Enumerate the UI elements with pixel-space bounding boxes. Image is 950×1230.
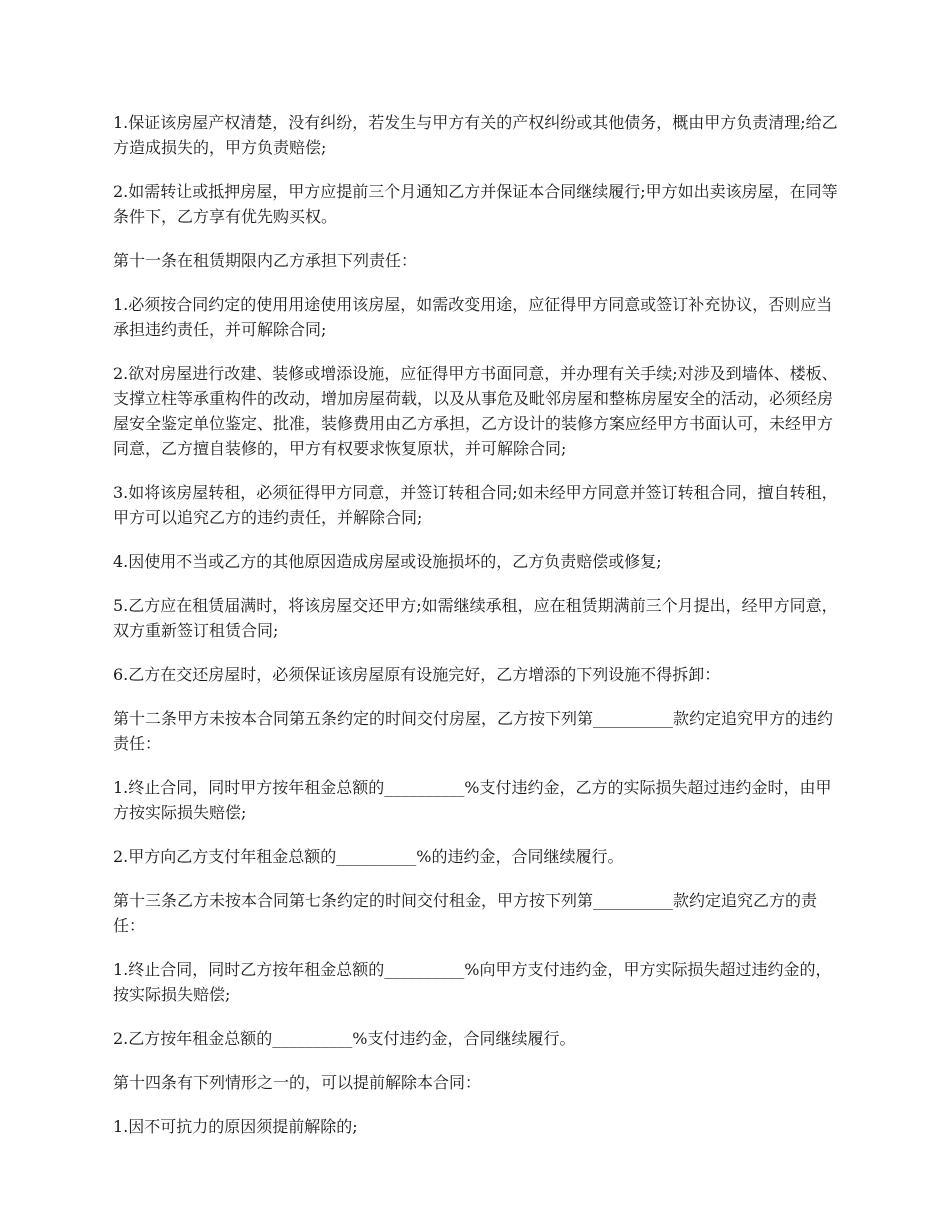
article-14-heading: 第十四条有下列情形之一的，可以提前解除本合同： bbox=[113, 1073, 482, 1092]
paragraph-tenant-duty-3: 3.如将该房屋转租，必须征得甲方同意，并签订转租合同;如未经甲方同意并签订转租合同，擅自转租，甲方可以追究乙方的违约责任，并解除合同; bbox=[113, 483, 838, 527]
paragraph-landlord-duty-2: 2.如需转让或抵押房屋，甲方应提前三个月通知乙方并保证本合同继续履行;甲方如出卖该房屋，在同等条件下，乙方享有优先购买权。 bbox=[113, 182, 838, 226]
paragraph-tenant-duty-4: 4.因使用不当或乙方的其他原因造成房屋或设施损坏的，乙方负责赔偿或修复; bbox=[113, 552, 662, 571]
article-13-heading: 第十三条乙方未按本合同第七条约定的时间交付租金，甲方按下列第__________款约定追究乙方的责任： bbox=[113, 891, 818, 935]
paragraph-article-14-case-1: 1.因不可抗力的原因须提前解除的; bbox=[113, 1117, 358, 1136]
paragraph-tenant-duty-2: 2.欲对房屋进行改建、装修或增添设施，应征得甲方书面同意，并办理有关手续;对涉及到墙体、楼板、支撑立柱等承重构件的改动，增加房屋荷载，以及从事危及毗邻房屋和整栋房屋安全的活动，必须经房屋安全鉴定单位鉴定、批准，装修费用由乙方承担，乙方设计的装修方案应经甲方书面认可，未经甲方同意，乙方擅自装修的，甲方有权要求恢复原状，并可解除合同; bbox=[113, 364, 838, 458]
paragraph-article-13-option-1: 1.终止合同，同时乙方按年租金总额的__________%向甲方支付违约金，甲方实际损失超过违约金的，按实际损失赔偿; bbox=[113, 960, 832, 1004]
paragraph-article-13-option-2: 2.乙方按年租金总额的__________%支付违约金，合同继续履行。 bbox=[113, 1029, 576, 1048]
paragraph-article-12-option-1: 1.终止合同，同时甲方按年租金总额的__________%支付违约金，乙方的实际损失超过违约金时，由甲方按实际损失赔偿; bbox=[113, 778, 832, 822]
paragraph-tenant-duty-1: 1.必须按合同约定的使用用途使用该房屋，如需改变用途，应征得甲方同意或签订补充协议，否则应当承担违约责任，并可解除合同; bbox=[113, 295, 833, 339]
paragraph-tenant-duty-5: 5.乙方应在租赁届满时，将该房屋交还甲方;如需继续承租，应在租赁期满前三个月提出，经甲方同意，双方重新签订租赁合同; bbox=[113, 596, 838, 640]
paragraph-article-12-option-2: 2.甲方向乙方支付年租金总额的__________%的违约金，合同继续履行。 bbox=[113, 847, 624, 866]
document-page bbox=[113, 110, 841, 1158]
paragraph-landlord-duty-1: 1.保证该房屋产权清楚，没有纠纷，若发生与甲方有关的产权纠纷或其他债务，概由甲方负责清理;给乙方造成损失的，甲方负责赔偿; bbox=[113, 113, 838, 157]
article-11-heading: 第十一条在租赁期限内乙方承担下列责任： bbox=[113, 251, 418, 270]
article-12-heading: 第十二条甲方未按本合同第五条约定的时间交付房屋，乙方按下列第__________款约定追究甲方的违约责任： bbox=[113, 709, 834, 753]
paragraph-tenant-duty-6: 6.乙方在交还房屋时，必须保证该房屋原有设施完好，乙方增添的下列设施不得拆卸： bbox=[113, 665, 721, 684]
